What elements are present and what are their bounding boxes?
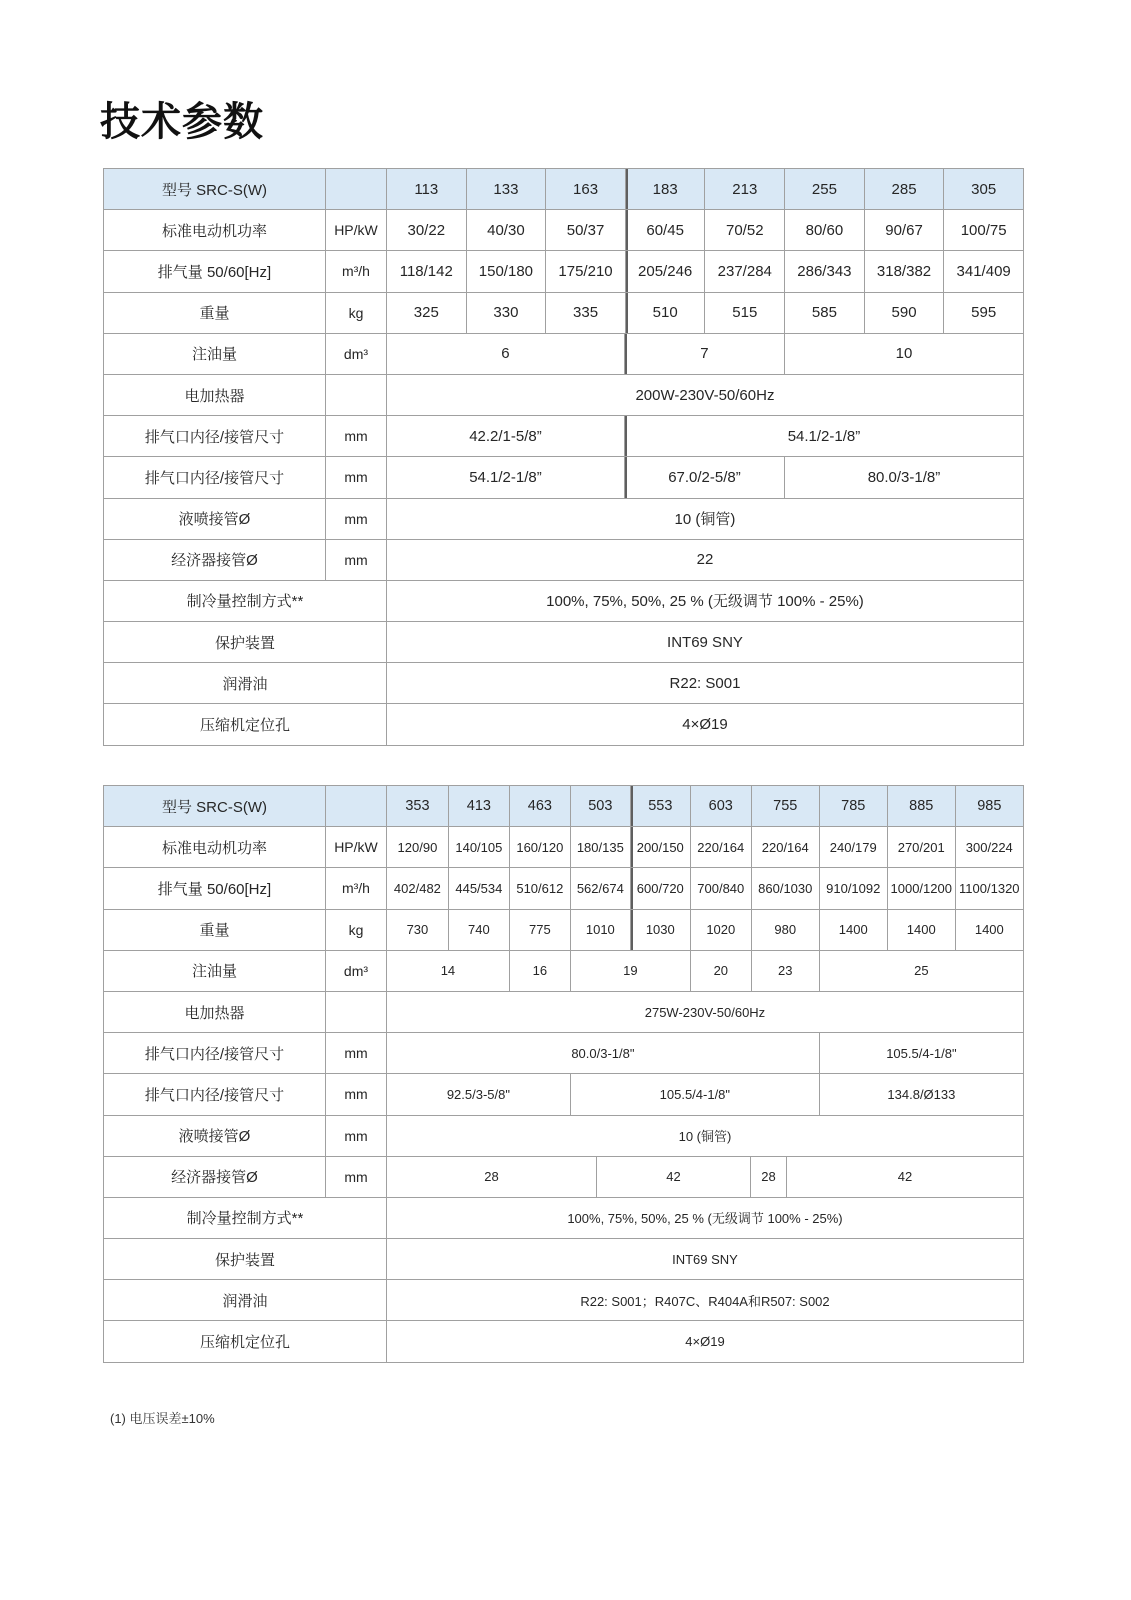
value-cell: 275W-230V-50/60Hz <box>387 992 1024 1033</box>
value-cell: 200W-230V-50/60Hz <box>387 375 1024 416</box>
value-cell: 860/1030 <box>752 868 820 909</box>
value-cell: 28 <box>751 1157 787 1198</box>
table-row <box>104 540 1024 581</box>
value-cell: 120/90 <box>387 827 449 868</box>
unit-cell: mm <box>326 540 387 581</box>
header-model-cell: 183 <box>626 169 706 210</box>
value-cell: 220/164 <box>691 827 752 868</box>
header-model-cell: 255 <box>785 169 865 210</box>
value-cell: 1010 <box>571 910 631 951</box>
value-cell: 590 <box>865 293 945 334</box>
header-unit-cell <box>326 786 387 827</box>
unit-cell: dm³ <box>326 951 387 992</box>
value-cell: 910/1092 <box>820 868 888 909</box>
header-model-cell: 503 <box>571 786 631 827</box>
row-label: 排气量 50/60[Hz] <box>104 868 326 909</box>
unit-cell: mm <box>326 499 387 540</box>
row-label: 润滑油 <box>104 663 387 704</box>
header-model-cell: 553 <box>631 786 691 827</box>
header-row <box>104 786 1024 827</box>
header-unit-cell <box>326 169 387 210</box>
header-model-cell: 885 <box>888 786 956 827</box>
row-label: 排气口内径/接管尺寸 <box>104 1033 326 1074</box>
value-cell: R22: S001 <box>387 663 1024 704</box>
value-cell: 50/37 <box>546 210 626 251</box>
value-cell: 150/180 <box>467 251 547 292</box>
value-cell: 6 <box>387 334 625 375</box>
unit-cell: mm <box>326 416 387 457</box>
row-label: 保护装置 <box>104 1239 387 1280</box>
value-cell: 92.5/3-5/8" <box>387 1074 571 1115</box>
value-cell: 16 <box>510 951 571 992</box>
value-cell: 445/534 <box>449 868 510 909</box>
table-row <box>104 1321 1024 1362</box>
value-cell: 562/674 <box>571 868 631 909</box>
row-label: 注油量 <box>104 951 326 992</box>
row-label: 制冷量控制方式** <box>104 581 387 622</box>
row-label: 重量 <box>104 293 326 334</box>
table-row <box>104 704 1024 745</box>
header-model-label: 型号 SRC-S(W) <box>104 786 326 827</box>
header-model-cell: 755 <box>752 786 820 827</box>
header-row <box>104 169 1024 210</box>
value-cell: 200/150 <box>631 827 691 868</box>
value-cell: 40/30 <box>467 210 547 251</box>
value-cell: 140/105 <box>449 827 510 868</box>
value-cell: 80.0/3-1/8" <box>387 1033 820 1074</box>
value-cell: 180/135 <box>571 827 631 868</box>
header-model-cell: 413 <box>449 786 510 827</box>
footnote: (1) 电压误差±10% <box>110 1411 215 1426</box>
row-label: 压缩机定位孔 <box>104 1321 387 1362</box>
value-cell: 595 <box>944 293 1024 334</box>
value-cell: 325 <box>387 293 467 334</box>
value-cell: 1400 <box>820 910 888 951</box>
table-row <box>104 1280 1024 1321</box>
value-cell: 1000/1200 <box>888 868 956 909</box>
value-cell: 402/482 <box>387 868 449 909</box>
value-cell: 1020 <box>691 910 752 951</box>
unit-cell <box>326 992 387 1033</box>
table-row <box>104 992 1024 1033</box>
spec-table-1 <box>103 168 1024 746</box>
header-model-label: 型号 SRC-S(W) <box>104 169 326 210</box>
value-cell: 4×Ø19 <box>387 1321 1024 1362</box>
value-cell: 600/720 <box>631 868 691 909</box>
header-model-cell: 163 <box>546 169 626 210</box>
value-cell: 70/52 <box>705 210 785 251</box>
table-row <box>104 1157 1024 1198</box>
unit-cell: mm <box>326 1157 387 1198</box>
value-cell: 54.1/2-1/8” <box>387 457 625 498</box>
table-row <box>104 622 1024 663</box>
value-cell: 220/164 <box>752 827 820 868</box>
unit-cell: HP/kW <box>326 827 387 868</box>
value-cell: 100/75 <box>944 210 1024 251</box>
table-row <box>104 210 1024 251</box>
value-cell: 240/179 <box>820 827 888 868</box>
value-cell: 4×Ø19 <box>387 704 1024 745</box>
table-row <box>104 910 1024 951</box>
value-cell: 270/201 <box>888 827 956 868</box>
table-row <box>104 951 1024 992</box>
value-cell: 980 <box>752 910 820 951</box>
value-cell: 19 <box>571 951 691 992</box>
unit-cell: mm <box>326 1074 387 1115</box>
unit-cell: HP/kW <box>326 210 387 251</box>
value-cell: 700/840 <box>691 868 752 909</box>
header-model-cell: 463 <box>510 786 571 827</box>
value-cell: 100%, 75%, 50%, 25 % (无级调节 100% - 25%) <box>387 1198 1024 1239</box>
value-cell: 237/284 <box>705 251 785 292</box>
value-cell: R22: S001；R407C、R404A和R507: S002 <box>387 1280 1024 1321</box>
row-label: 重量 <box>104 910 326 951</box>
value-cell: 775 <box>510 910 571 951</box>
unit-cell: m³/h <box>326 251 387 292</box>
table-row <box>104 1116 1024 1157</box>
spec-table-2 <box>103 785 1024 1363</box>
row-label: 液喷接管Ø <box>104 1116 326 1157</box>
value-cell: 25 <box>820 951 1024 992</box>
value-cell: 300/224 <box>956 827 1024 868</box>
value-cell: 510 <box>626 293 706 334</box>
row-label: 保护装置 <box>104 622 387 663</box>
value-cell: 341/409 <box>944 251 1024 292</box>
unit-cell: dm³ <box>326 334 387 375</box>
row-label: 注油量 <box>104 334 326 375</box>
value-cell: 54.1/2-1/8” <box>625 416 1024 457</box>
value-cell: 286/343 <box>785 251 865 292</box>
value-cell: 28 <box>387 1157 597 1198</box>
row-label: 压缩机定位孔 <box>104 704 387 745</box>
unit-cell: mm <box>326 1033 387 1074</box>
header-model-cell: 133 <box>467 169 547 210</box>
table-row <box>104 1033 1024 1074</box>
value-cell: 510/612 <box>510 868 571 909</box>
table-row <box>104 416 1024 457</box>
value-cell: 42.2/1-5/8” <box>387 416 625 457</box>
value-cell: 1030 <box>631 910 691 951</box>
row-label: 润滑油 <box>104 1280 387 1321</box>
value-cell: 20 <box>691 951 752 992</box>
header-model-cell: 603 <box>691 786 752 827</box>
header-model-cell: 213 <box>705 169 785 210</box>
value-cell: 585 <box>785 293 865 334</box>
unit-cell <box>326 375 387 416</box>
value-cell: 14 <box>387 951 510 992</box>
value-cell: 105.5/4-1/8" <box>571 1074 820 1115</box>
unit-cell: mm <box>326 1116 387 1157</box>
row-label: 排气口内径/接管尺寸 <box>104 1074 326 1115</box>
table-row <box>104 1198 1024 1239</box>
value-cell: INT69 SNY <box>387 1239 1024 1280</box>
unit-cell: kg <box>326 910 387 951</box>
table-row <box>104 868 1024 909</box>
header-model-cell: 305 <box>944 169 1024 210</box>
value-cell: 100%, 75%, 50%, 25 % (无级调节 100% - 25%) <box>387 581 1024 622</box>
row-label: 排气量 50/60[Hz] <box>104 251 326 292</box>
value-cell: 60/45 <box>626 210 706 251</box>
value-cell: 1400 <box>956 910 1024 951</box>
value-cell: 10 (铜管) <box>387 1116 1024 1157</box>
value-cell: 318/382 <box>865 251 945 292</box>
header-model-cell: 113 <box>387 169 467 210</box>
value-cell: 1400 <box>888 910 956 951</box>
header-model-cell: 985 <box>956 786 1024 827</box>
value-cell: 90/67 <box>865 210 945 251</box>
unit-cell: m³/h <box>326 868 387 909</box>
page-title: 技术参数 <box>100 100 264 144</box>
value-cell: 80.0/3-1/8” <box>785 457 1024 498</box>
row-label: 制冷量控制方式** <box>104 1198 387 1239</box>
value-cell: 730 <box>387 910 449 951</box>
row-label: 液喷接管Ø <box>104 499 326 540</box>
value-cell: 67.0/2-5/8” <box>625 457 785 498</box>
table-row <box>104 1074 1024 1115</box>
value-cell: 134.8/Ø133 <box>820 1074 1024 1115</box>
header-model-cell: 785 <box>820 786 888 827</box>
table-row <box>104 499 1024 540</box>
value-cell: 1100/1320 <box>956 868 1024 909</box>
value-cell: 205/246 <box>626 251 706 292</box>
table-row <box>104 251 1024 292</box>
value-cell: 740 <box>449 910 510 951</box>
row-label: 经济器接管Ø <box>104 540 326 581</box>
header-model-cell: 285 <box>865 169 945 210</box>
table-row <box>104 293 1024 334</box>
unit-cell: mm <box>326 457 387 498</box>
value-cell: 42 <box>787 1157 1024 1198</box>
row-label: 标准电动机功率 <box>104 827 326 868</box>
table-row <box>104 457 1024 498</box>
value-cell: 10 <box>785 334 1024 375</box>
row-label: 电加热器 <box>104 992 326 1033</box>
value-cell: 330 <box>467 293 547 334</box>
table-row <box>104 581 1024 622</box>
value-cell: 22 <box>387 540 1024 581</box>
row-label: 排气口内径/接管尺寸 <box>104 457 326 498</box>
row-label: 经济器接管Ø <box>104 1157 326 1198</box>
table-row <box>104 663 1024 704</box>
value-cell: 30/22 <box>387 210 467 251</box>
row-label: 排气口内径/接管尺寸 <box>104 416 326 457</box>
value-cell: 7 <box>625 334 785 375</box>
table-row <box>104 334 1024 375</box>
table-row <box>104 827 1024 868</box>
value-cell: 80/60 <box>785 210 865 251</box>
value-cell: 23 <box>752 951 820 992</box>
value-cell: 105.5/4-1/8" <box>820 1033 1024 1074</box>
value-cell: 42 <box>597 1157 751 1198</box>
value-cell: 10 (铜管) <box>387 499 1024 540</box>
value-cell: 175/210 <box>546 251 626 292</box>
table-row <box>104 1239 1024 1280</box>
row-label: 电加热器 <box>104 375 326 416</box>
row-label: 标准电动机功率 <box>104 210 326 251</box>
value-cell: 335 <box>546 293 626 334</box>
value-cell: 160/120 <box>510 827 571 868</box>
value-cell: 118/142 <box>387 251 467 292</box>
value-cell: 515 <box>705 293 785 334</box>
unit-cell: kg <box>326 293 387 334</box>
table-row <box>104 375 1024 416</box>
value-cell: INT69 SNY <box>387 622 1024 663</box>
header-model-cell: 353 <box>387 786 449 827</box>
